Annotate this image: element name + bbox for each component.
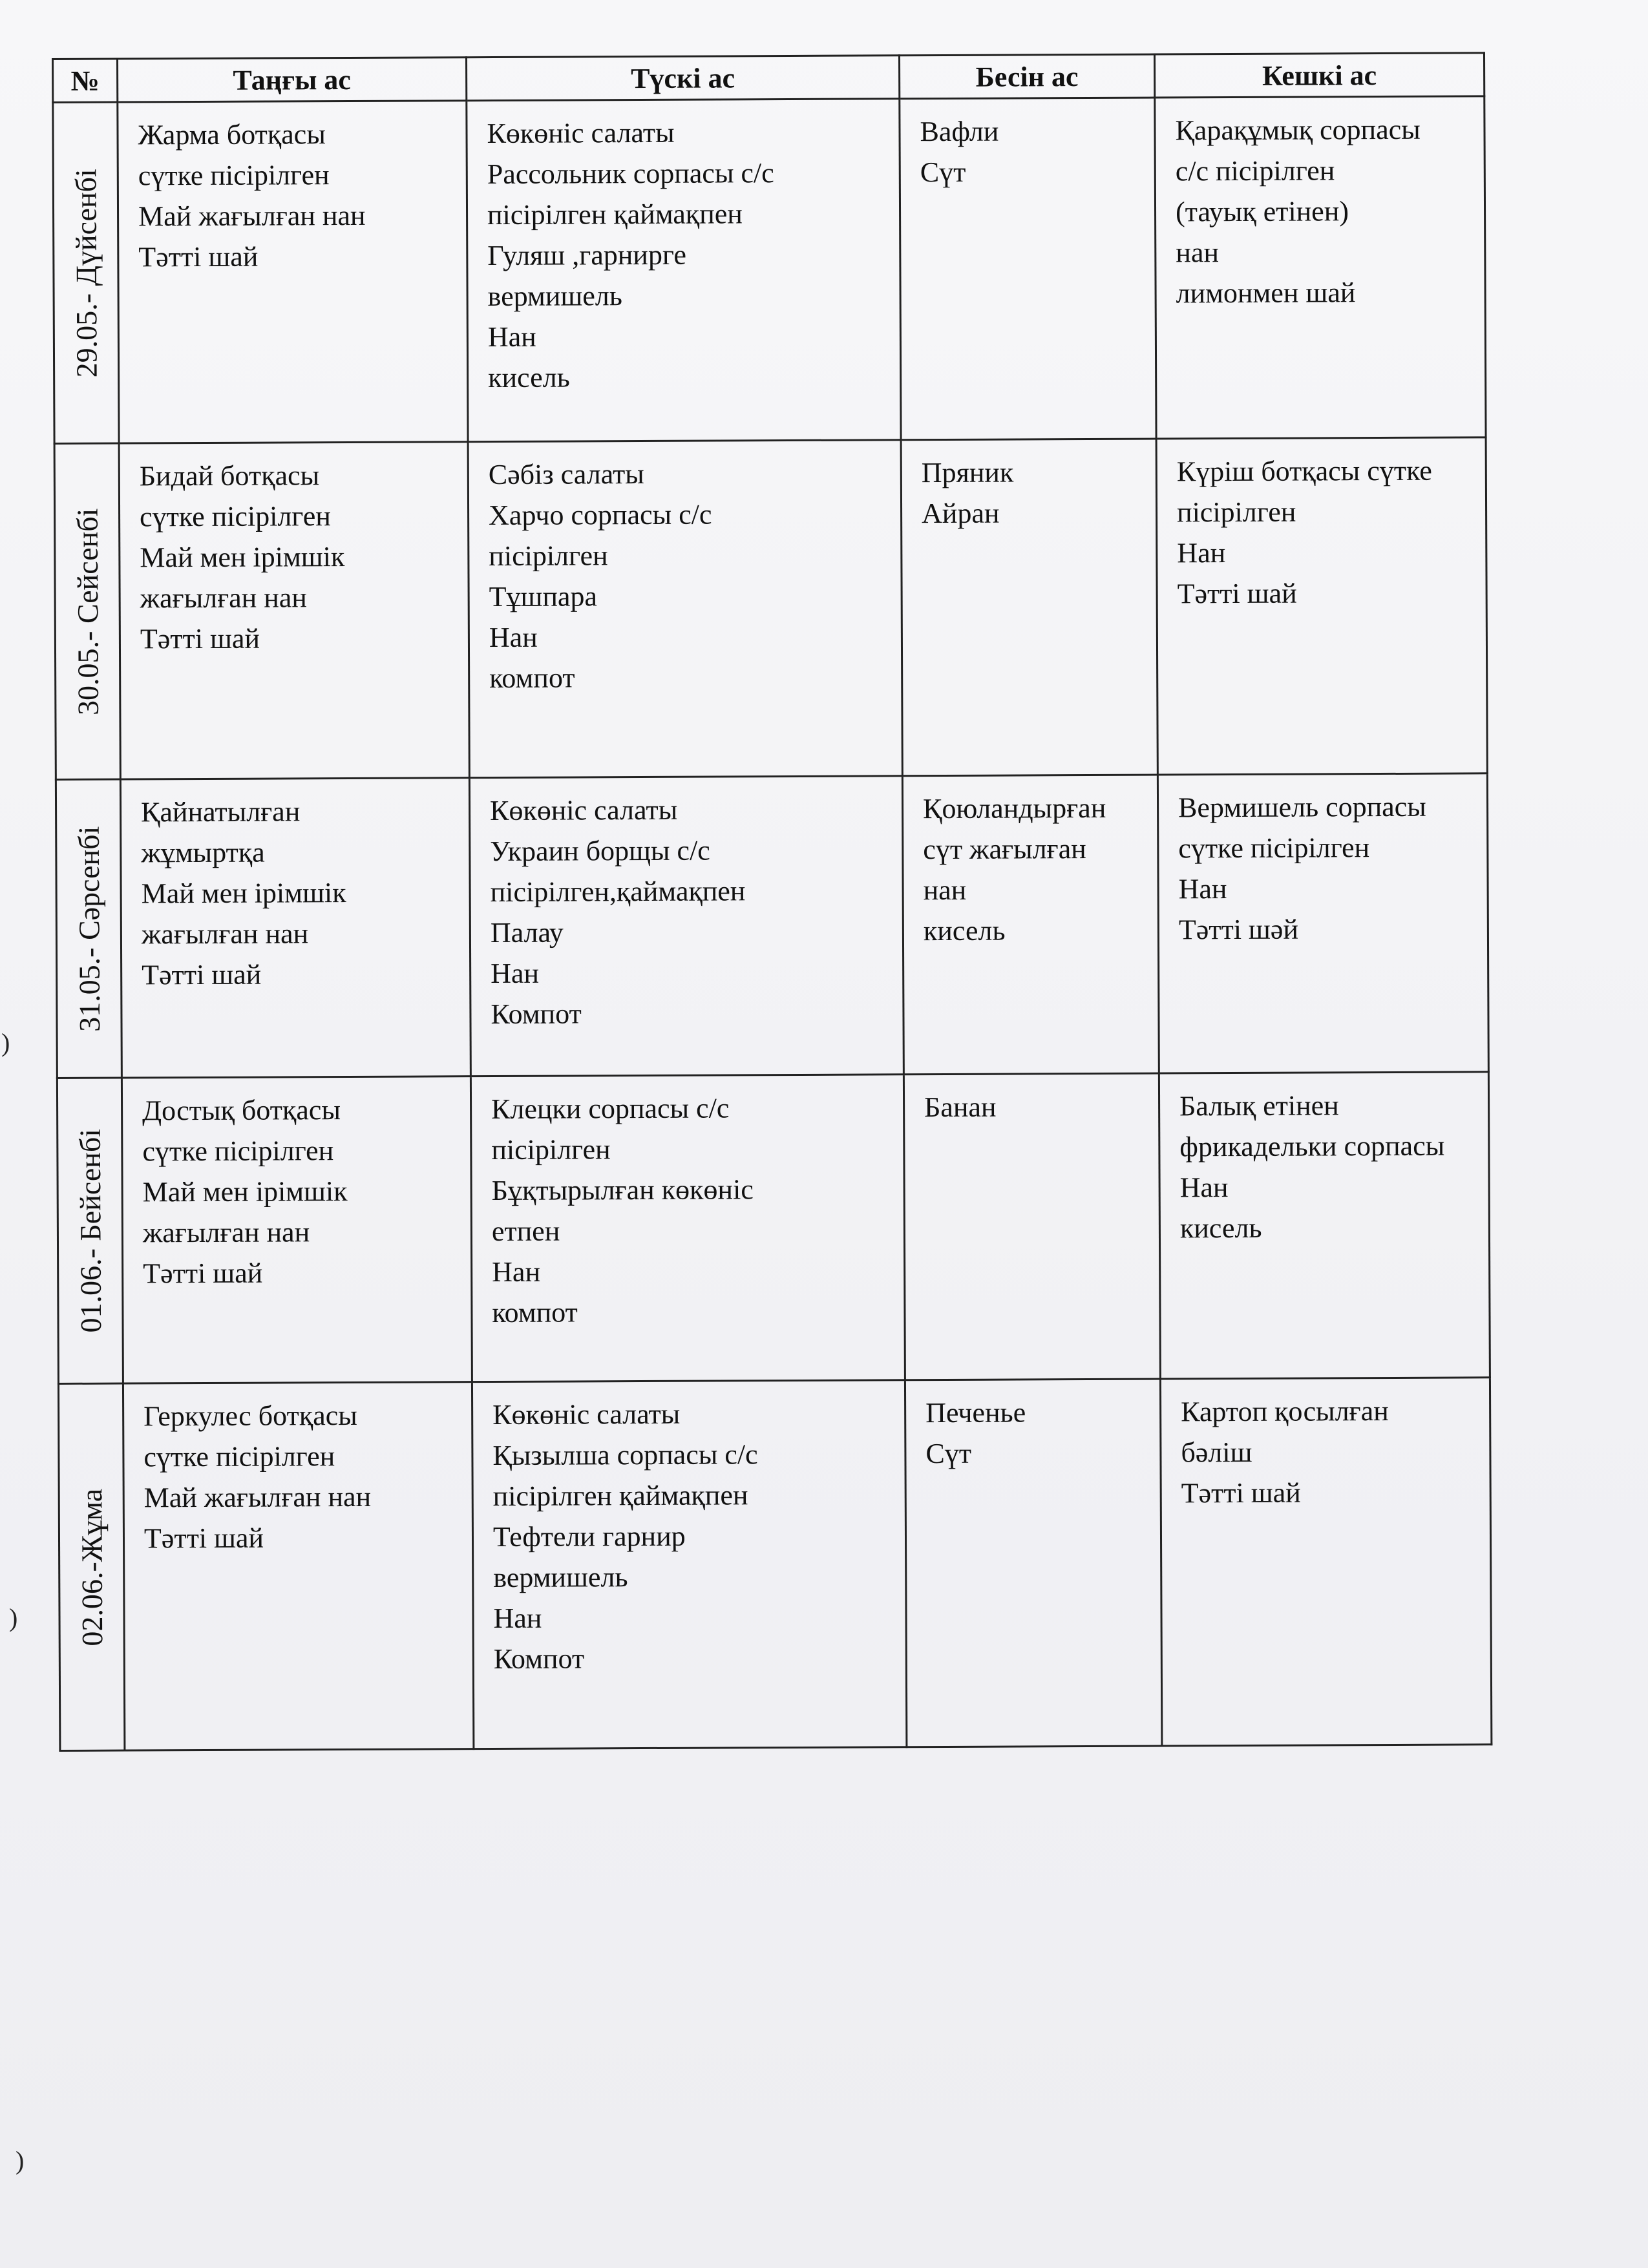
breakfast-item: Май мен ірімшік bbox=[140, 541, 345, 574]
dinner-item: с/с пісірілген bbox=[1175, 154, 1335, 187]
snack-item: нан bbox=[923, 874, 967, 907]
day-label: 02.06.-Жұма bbox=[74, 1488, 109, 1646]
dinner-item: кисель bbox=[1179, 1212, 1262, 1244]
lunch-item: Тұшпара bbox=[489, 580, 598, 613]
lunch-item: Компот bbox=[491, 998, 582, 1031]
day-cell bbox=[53, 102, 119, 443]
menu-row bbox=[56, 773, 1488, 1078]
dinner-item: Күріш ботқасы сүтке bbox=[1176, 454, 1432, 488]
breakfast-item: Тәтті шай bbox=[143, 1257, 263, 1290]
dinner-item: Тәтті шай bbox=[1181, 1476, 1301, 1509]
menu-row bbox=[58, 1378, 1491, 1751]
dinner-item: сүтке пісірілген bbox=[1178, 832, 1370, 865]
lunch-item: етпен bbox=[491, 1215, 560, 1248]
header-row bbox=[53, 53, 1484, 103]
lunch-cell bbox=[469, 776, 903, 1076]
lunch-item: пісірілген қаймақпен bbox=[487, 198, 743, 231]
breakfast-item: Май жағылған нан bbox=[138, 199, 366, 233]
snack-cell bbox=[902, 775, 1159, 1075]
header-lunch: Түскі ас bbox=[467, 56, 900, 101]
lunch-cell bbox=[470, 1075, 905, 1382]
menu-row bbox=[53, 96, 1486, 444]
snack-item: Вафли bbox=[920, 115, 999, 148]
lunch-item: вермишель bbox=[493, 1561, 628, 1594]
dinner-cell bbox=[1157, 773, 1488, 1073]
snack-item: Қоюландырған bbox=[922, 792, 1106, 825]
lunch-item: Клецки сорпасы с/с bbox=[491, 1092, 730, 1126]
snack-cell bbox=[900, 98, 1156, 440]
day-label: 29.05.- Дүйсенбі bbox=[69, 168, 103, 377]
day-cell bbox=[54, 443, 120, 779]
lunch-item: компот bbox=[492, 1296, 578, 1329]
breakfast-cell bbox=[120, 778, 470, 1078]
snack-item: Айран bbox=[921, 497, 1000, 530]
breakfast-item: сүтке пісірілген bbox=[139, 500, 332, 533]
breakfast-cell bbox=[123, 1382, 473, 1750]
day-label: 31.05.- Сәрсенбі bbox=[72, 826, 106, 1032]
lunch-item: компот bbox=[489, 662, 575, 695]
dinner-cell bbox=[1156, 437, 1487, 775]
dinner-item: Картоп қосылған bbox=[1181, 1394, 1389, 1428]
breakfast-item: Қайнатылған bbox=[140, 795, 301, 828]
lunch-item: Қызылша сорпасы с/с bbox=[492, 1438, 758, 1472]
breakfast-item: сүтке пісірілген bbox=[142, 1135, 334, 1168]
breakfast-item: Май жағылған нан bbox=[143, 1480, 372, 1514]
breakfast-cell bbox=[118, 101, 468, 443]
dinner-item: бәліш bbox=[1181, 1436, 1252, 1469]
header-dinner: Кешкі ас bbox=[1154, 53, 1484, 98]
breakfast-item: жұмыртқа bbox=[141, 836, 265, 869]
dinner-cell bbox=[1155, 96, 1486, 439]
lunch-item: Гуляш ,гарнирге bbox=[487, 238, 687, 272]
breakfast-cell bbox=[121, 1076, 472, 1383]
breakfast-item: Достық ботқасы bbox=[142, 1094, 341, 1127]
lunch-item: пісірілген bbox=[489, 540, 608, 572]
lunch-item: Сәбіз салаты bbox=[488, 458, 644, 491]
breakfast-item: сүтке пісірілген bbox=[143, 1440, 335, 1473]
breakfast-item: Тәтті шай bbox=[140, 622, 260, 655]
lunch-item: Рассольник сорпасы с/с bbox=[487, 157, 774, 191]
lunch-item: Компот bbox=[493, 1643, 585, 1675]
lunch-cell bbox=[472, 1380, 906, 1749]
dinner-item: Нан bbox=[1179, 1171, 1229, 1204]
menu-row bbox=[54, 437, 1487, 780]
breakfast-item: жағылған нан bbox=[142, 1216, 310, 1249]
lunch-item: Нан bbox=[487, 320, 536, 353]
dinner-item: Нан bbox=[1177, 537, 1226, 569]
lunch-item: кисель bbox=[488, 361, 570, 394]
breakfast-item: Май мен ірімшік bbox=[141, 877, 346, 910]
snack-item: сүт жағылған bbox=[923, 833, 1086, 866]
breakfast-item: Тәтті шай bbox=[142, 958, 262, 991]
dinner-item: Балық етінен bbox=[1179, 1089, 1339, 1122]
breakfast-item: жағылған нан bbox=[141, 918, 309, 950]
lunch-cell bbox=[468, 440, 902, 778]
snack-item: Печенье bbox=[925, 1396, 1026, 1429]
lunch-item: пісірілген bbox=[491, 1133, 611, 1166]
margin-mark: ) bbox=[16, 2146, 25, 2175]
breakfast-item: Тәтті шай bbox=[143, 1522, 264, 1555]
dinner-item: фрикадельки сорпасы bbox=[1179, 1129, 1445, 1163]
snack-item: кисель bbox=[923, 914, 1006, 947]
breakfast-item: Тәтті шай bbox=[138, 240, 259, 273]
dinner-item: Вермишель сорпасы bbox=[1178, 790, 1426, 824]
day-label: 01.06.- Бейсенбі bbox=[73, 1128, 107, 1333]
lunch-item: Харчо сорпасы с/с bbox=[488, 498, 712, 532]
header-number: № bbox=[53, 59, 118, 102]
day-cell bbox=[58, 1383, 124, 1750]
breakfast-item: Геркулес ботқасы bbox=[143, 1399, 357, 1433]
lunch-item: Нан bbox=[493, 1602, 542, 1635]
day-label: 30.05.- Сейсенбі bbox=[70, 508, 105, 715]
lunch-item: Нан bbox=[489, 621, 538, 654]
dinner-item: лимонмен шай bbox=[1176, 277, 1356, 310]
lunch-item: Нан bbox=[492, 1255, 541, 1288]
lunch-item: Көкөніс салаты bbox=[489, 793, 678, 827]
lunch-item: Көкөніс салаты bbox=[492, 1398, 681, 1431]
breakfast-item: Бидай ботқасы bbox=[139, 459, 320, 492]
header-snack: Бесін ас bbox=[899, 54, 1154, 99]
snack-item: Пряник bbox=[921, 456, 1014, 489]
dinner-cell bbox=[1160, 1378, 1491, 1746]
breakfast-item: Жарма ботқасы bbox=[138, 118, 326, 151]
menu-row bbox=[57, 1072, 1490, 1384]
snack-cell bbox=[903, 1073, 1160, 1380]
lunch-item: пісірілген,қаймақпен bbox=[490, 875, 746, 908]
dinner-item: Тәтті шай bbox=[1177, 577, 1297, 610]
margin-mark: ) bbox=[1, 1028, 10, 1057]
lunch-item: Палау bbox=[490, 916, 564, 949]
lunch-item: вермишель bbox=[487, 280, 622, 313]
breakfast-item: сүтке пісірілген bbox=[138, 159, 330, 192]
lunch-item: пісірілген қаймақпен bbox=[492, 1479, 748, 1513]
weekly-menu-table bbox=[52, 52, 1492, 1752]
lunch-cell bbox=[467, 99, 901, 442]
lunch-item: Украин борщы с/с bbox=[490, 834, 710, 868]
margin-mark: ) bbox=[9, 1603, 18, 1632]
lunch-item: Тефтели гарнир bbox=[492, 1520, 686, 1553]
dinner-item: нан bbox=[1176, 236, 1220, 269]
lunch-item: Көкөніс салаты bbox=[487, 116, 675, 150]
breakfast-cell bbox=[119, 442, 469, 779]
dinner-item: Қарақұмық сорпасы bbox=[1175, 113, 1421, 147]
snack-item: Сүт bbox=[920, 156, 966, 189]
breakfast-item: Май мен ірімшік bbox=[142, 1175, 348, 1208]
dinner-item: пісірілген bbox=[1176, 496, 1296, 529]
lunch-item: Бұқтырылған көкөніс bbox=[491, 1173, 754, 1207]
snack-cell bbox=[905, 1379, 1161, 1747]
snack-item: Сүт bbox=[925, 1437, 972, 1470]
breakfast-item: жағылған нан bbox=[140, 582, 308, 614]
snack-item: Банан bbox=[924, 1091, 997, 1124]
dinner-item: Тәтті шәй bbox=[1178, 913, 1299, 946]
day-cell bbox=[56, 779, 121, 1078]
snack-cell bbox=[901, 439, 1157, 776]
dinner-item: (тауық етінен) bbox=[1175, 195, 1349, 228]
dinner-item: Нан bbox=[1178, 873, 1227, 905]
header-breakfast: Таңғы ас bbox=[118, 58, 467, 102]
day-cell bbox=[57, 1078, 123, 1383]
dinner-cell bbox=[1159, 1072, 1490, 1379]
lunch-item: Нан bbox=[491, 957, 540, 990]
